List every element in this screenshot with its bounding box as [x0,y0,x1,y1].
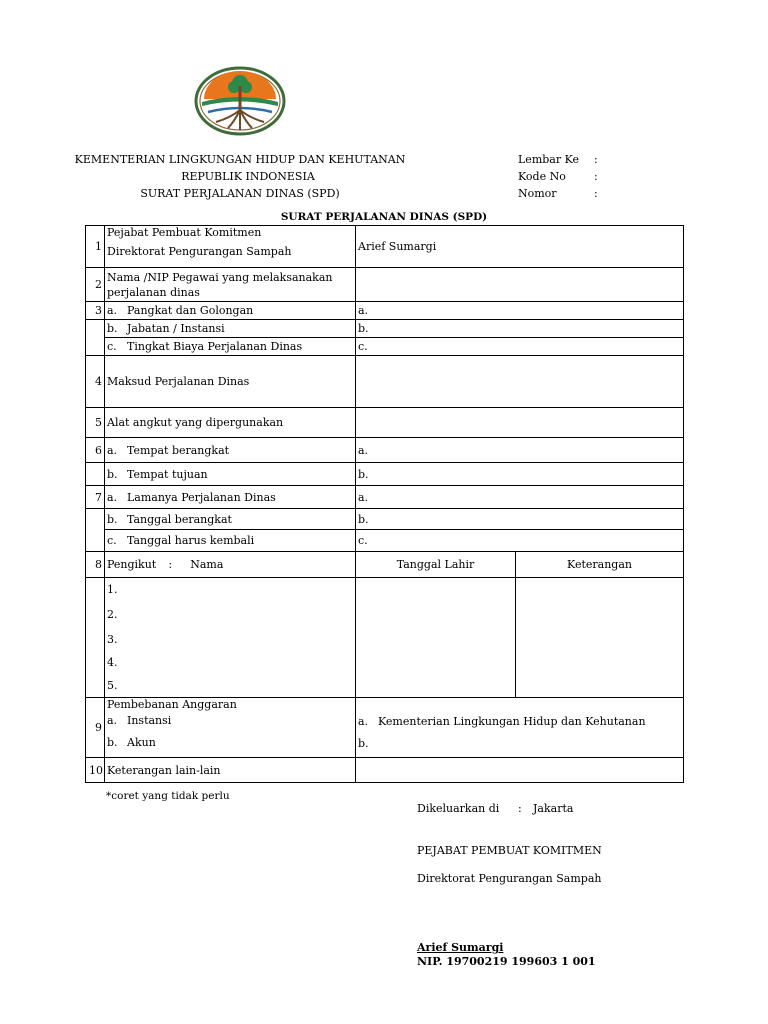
row-label [105,302,356,320]
item-colon: : [168,558,173,571]
row-label-line: Nama /NIP Pegawai yang melaksanakan [107,270,333,284]
row-number: 7 [86,486,105,509]
list-item: 2. [107,608,118,621]
row-number-empty [86,509,105,530]
row-number-empty [86,530,105,552]
row-label-line [107,736,353,749]
row-number-empty [86,338,105,356]
official-unit: Direktorat Pengurangan Sampah [417,872,602,885]
official-title: PEJABAT PEMBUAT KOMITMEN [417,844,602,857]
row-label [105,438,356,463]
table-row [86,486,684,509]
row-label [105,338,356,356]
document-name: SURAT PERJALANAN DINAS (SPD) [140,187,340,200]
row-value: b. [356,463,684,486]
row-value [356,268,684,302]
row-number: 4 [86,356,105,408]
table-row [86,552,684,578]
row-label [105,268,356,302]
item-value: Kementerian Lingkungan Hidup dan Kehutanan [378,715,646,728]
spd-table [85,225,684,783]
column-header-nama: Nama [190,558,224,571]
row-value: b. [356,509,684,530]
row-label-line: perjalanan dinas [107,285,200,299]
item-mark: a. [107,490,118,504]
row-value: c. [356,338,684,356]
item-mark: c. [107,534,117,547]
item-mark: b. [358,737,369,750]
table-row [86,268,684,302]
column-header-tanggal-lahir: Tanggal Lahir [356,552,516,578]
list-item: 1. [107,583,118,596]
item-label: Akun [127,736,156,749]
row-label: Keterangan lain-lain [105,758,356,783]
country-name: REPUBLIK INDONESIA [181,170,315,183]
row-label [105,320,356,338]
row-number: 2 [86,268,105,302]
follower-note-cell [516,578,684,698]
row-value-line [358,737,681,750]
row-number: 8 [86,552,105,578]
row-number-empty [86,320,105,338]
meta-label-nomor: Nomor [518,187,557,200]
table-row [86,338,684,356]
row-number: 5 [86,408,105,438]
item-label: Tanggal harus kembali [127,534,255,547]
table-row [86,226,684,268]
row-label [105,486,356,509]
table-row [86,408,684,438]
table-row [86,302,684,320]
row-label: Alat angkut yang dipergunakan [105,408,356,438]
row-number-empty [86,463,105,486]
item-label: Tempat tujuan [127,467,208,481]
table-row [86,578,684,698]
signer-nip: NIP. 19700219 199603 1 001 [417,955,596,968]
row-value [356,408,684,438]
row-number: 9 [86,698,105,758]
row-value: b. [356,320,684,338]
table-row [86,530,684,552]
row-label [105,698,356,758]
meta-label-kode: Kode No [518,170,566,183]
row-value: a. [356,302,684,320]
row-value-line [358,715,681,728]
item-label: Tanggal berangkat [127,512,232,526]
row-value: Arief Sumargi [356,226,684,268]
row-label-line [107,714,353,727]
list-item: 3. [107,633,118,646]
item-label: Tingkat Biaya Perjalanan Dinas [127,340,303,353]
row-number: 3 [86,302,105,320]
item-label: Tempat berangkat [127,443,230,457]
row-label-line: Direktorat Pengurangan Sampah [107,245,292,258]
signer-name: Arief Sumargi [417,941,504,954]
item-mark: b. [107,467,118,481]
item-mark: a. [358,715,369,728]
footnote: *coret yang tidak perlu [106,790,230,802]
item-mark: b. [107,736,118,749]
issued-place: Jakarta [533,802,574,815]
row-label [105,530,356,552]
list-item: 4. [107,656,118,669]
item-mark: b. [107,322,118,335]
meta-colon: : [594,170,598,183]
issued-colon: : [518,802,522,815]
table-row [86,758,684,783]
table-row [86,698,684,758]
ministry-logo [194,66,286,136]
row-number: 6 [86,438,105,463]
meta-colon: : [594,187,598,200]
row-value [356,698,684,758]
column-header-keterangan: Keterangan [516,552,684,578]
item-label: Pengikut [107,558,157,571]
issued-label: Dikeluarkan di [417,802,500,815]
table-row [86,438,684,463]
row-value: a. [356,438,684,463]
row-number: 1 [86,226,105,268]
row-number-empty [86,578,105,698]
table-row [86,509,684,530]
meta-label-lembar: Lembar Ke [518,153,580,166]
table-row [86,463,684,486]
row-label [105,509,356,530]
item-mark: a. [107,304,118,317]
follower-list [105,578,356,698]
ministry-name: KEMENTERIAN LINGKUNGAN HIDUP DAN KEHUTANAN [74,153,406,166]
row-value: a. [356,486,684,509]
item-label: Pangkat dan Golongan [127,304,254,317]
row-value: c. [356,530,684,552]
row-label [105,552,356,578]
table-row [86,356,684,408]
item-label: Jabatan / Instansi [127,322,225,335]
row-number: 10 [86,758,105,783]
item-mark: c. [107,340,117,353]
row-value [356,758,684,783]
item-mark: b. [107,512,118,526]
row-label-line: Pejabat Pembuat Komitmen [107,226,262,239]
document-title: SURAT PERJALANAN DINAS (SPD) [280,211,488,223]
meta-colon: : [594,153,598,166]
list-item: 5. [107,679,118,692]
table-row [86,320,684,338]
follower-birthdate-cell [356,578,516,698]
item-label: Lamanya Perjalanan Dinas [127,490,276,504]
item-label: Instansi [127,714,172,727]
item-mark: a. [107,443,118,457]
row-label [105,463,356,486]
row-label-line: Pembebanan Anggaran [107,698,237,711]
row-label: Maksud Perjalanan Dinas [105,356,356,408]
row-value [356,356,684,408]
row-label [105,226,356,268]
item-mark: a. [107,714,118,727]
